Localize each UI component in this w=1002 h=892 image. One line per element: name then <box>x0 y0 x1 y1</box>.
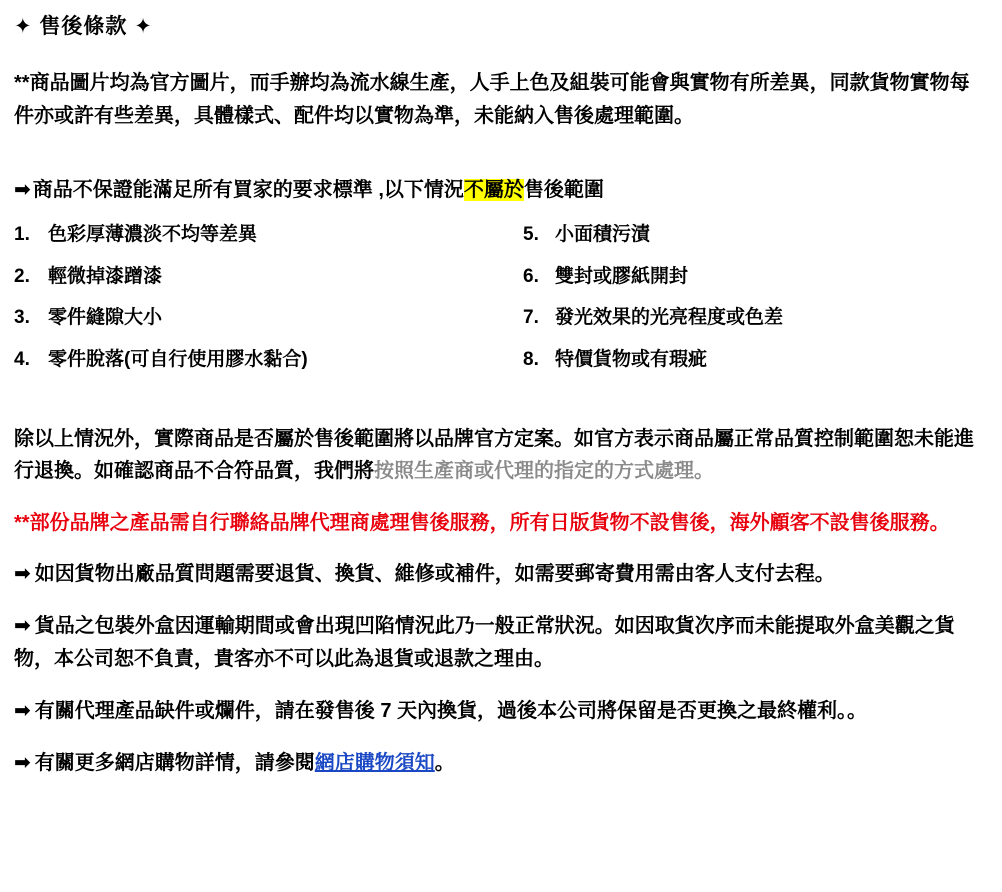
list-item-label: 輕微掉漆蹭漆 <box>48 265 163 287</box>
list-item <box>523 305 988 332</box>
last-note-text-after: 。 <box>434 752 455 775</box>
list-item <box>14 347 501 374</box>
note-item <box>14 695 988 727</box>
judgement-gray-text: 按照生產商或代理的指定的方式處理。 <box>374 459 714 482</box>
note-item <box>14 558 988 590</box>
list-item-number: 7. <box>523 307 539 329</box>
list-item-number: 1. <box>14 224 30 246</box>
list-item <box>14 222 501 249</box>
list-item-label: 色彩厚薄濃淡不均等差異 <box>48 224 258 246</box>
intro-paragraph: **商品圖片均為官方圖片，而手辦均為流水線生產，人手上色及組裝可能會與實物有所差異，同款貨物實物每件亦或許有些差異，具體樣式、配件均以實物為準，未能納入售後處理範圍。 <box>14 72 970 127</box>
list-item <box>523 222 988 249</box>
arrow-right-icon: ➡ <box>14 179 31 202</box>
list-item-label: 發光效果的光亮程度或色差 <box>555 307 784 329</box>
list-item-number: 2. <box>14 265 30 287</box>
arrow-right-icon: ➡ <box>14 615 31 638</box>
list-item-number: 8. <box>523 348 539 370</box>
arrow-right-icon: ➡ <box>14 699 31 722</box>
judgement-paragraph <box>14 423 988 488</box>
exclusions-column-right <box>501 222 988 388</box>
list-item-label: 零件縫隙大小 <box>48 307 163 329</box>
scope-highlight: 不屬於 <box>463 179 524 202</box>
exclusions-list <box>14 222 988 388</box>
list-item-label: 零件脫落(可自行使用膠水黏合) <box>48 348 308 370</box>
arrow-right-icon: ➡ <box>14 562 31 585</box>
list-item-number: 4. <box>14 348 30 370</box>
exclusions-column-left <box>14 222 501 388</box>
list-item-number: 3. <box>14 307 30 329</box>
scope-text-before: 商品不保證能滿足所有買家的要求標準 ,以下情況 <box>32 179 464 202</box>
judgement-text: 除以上情況外，實際商品是否屬於售後範圍將以品牌官方定案。如官方表示商品屬正常品質控制範圍恕未能進行退換。如確認商品不合符品質，我們將 <box>14 427 974 482</box>
list-item <box>523 264 988 291</box>
note-item <box>14 610 988 675</box>
scope-text-after: 售後範圍 <box>523 179 604 202</box>
red-notice: **部份品牌之產品需自行聯絡品牌代理商處理售後服務，所有日版貨物不設售後，海外顧客不設售後服務。 <box>14 512 950 535</box>
list-item <box>523 347 988 374</box>
note-text: 如因貨物出廠品質問題需要退貨、換貨、維修或補件，如需要郵寄費用需由客人支付去程。 <box>34 562 835 585</box>
last-note-text-before: 有關更多網店購物詳情，請參閱 <box>34 752 315 775</box>
note-text: 貨品之包裝外盒因運輸期間或會出現凹陷情況此乃一般正常狀況。如因取貨次序而未能提取外盒美觀之貨物，本公司恕不負責，貴客亦不可以此為退貨或退款之理由。 <box>14 615 955 670</box>
list-item-label: 雙封或膠紙開封 <box>555 265 689 287</box>
list-item <box>14 305 501 332</box>
note-item-last <box>14 747 988 779</box>
note-text: 有關代理產品缺件或爛件，請在發售後 7 天內換貨，過後本公司將保留是否更換之最終權利。。 <box>34 699 868 722</box>
list-item-label: 特價貨物或有瑕疵 <box>555 348 708 370</box>
page-title: ✦ 售後條款 ✦ <box>14 15 153 38</box>
list-item-number: 5. <box>523 224 539 246</box>
list-item-label: 小面積污漬 <box>555 224 651 246</box>
list-item <box>14 264 501 291</box>
notes-list <box>14 558 988 780</box>
list-item-number: 6. <box>523 265 539 287</box>
scope-line <box>14 174 988 206</box>
arrow-right-icon: ➡ <box>14 752 31 775</box>
shopping-guide-link[interactable]: 網店購物須知 <box>314 752 435 775</box>
